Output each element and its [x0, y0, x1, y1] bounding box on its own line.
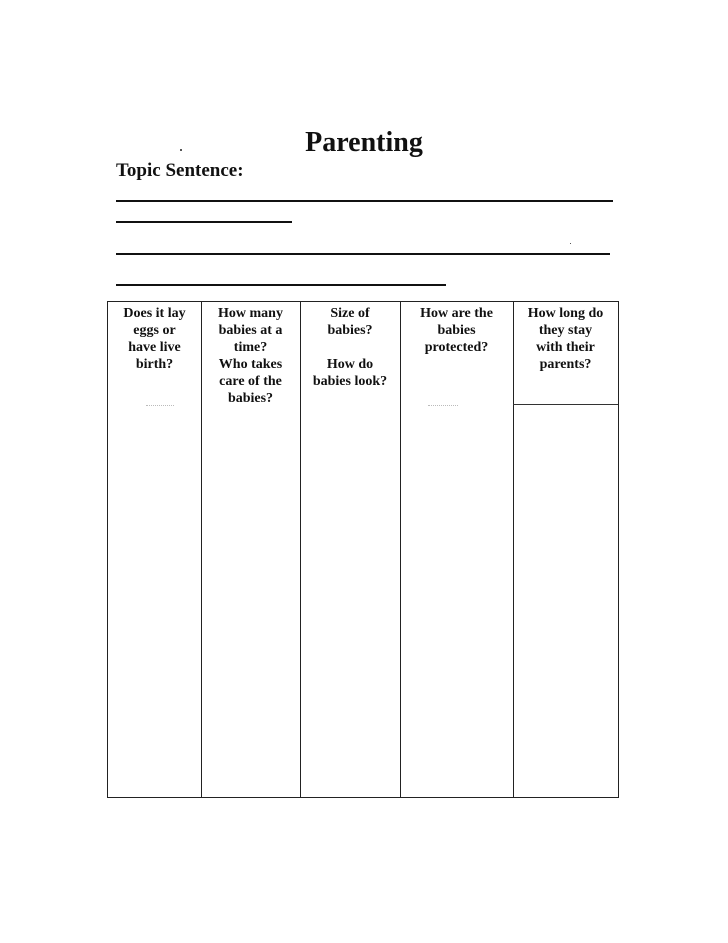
column-header-line: babies? — [327, 323, 373, 338]
column-header-line: Size of — [330, 306, 370, 321]
column-header-line: Does it lay — [123, 306, 186, 321]
topic-sentence-line[interactable] — [116, 284, 446, 286]
column-header-line: How many — [218, 306, 283, 321]
column-header-spacer — [300, 339, 400, 356]
column-header-line: How are the — [420, 306, 493, 321]
column-header-lay-eggs — [108, 305, 201, 373]
column-header-line: with their — [536, 340, 595, 355]
column-header-line: protected? — [424, 340, 489, 355]
faint-mark — [428, 405, 458, 406]
topic-sentence-label: Topic Sentence: — [116, 160, 244, 181]
topic-sentence-line[interactable] — [116, 253, 610, 255]
column-header-how-long-stay — [513, 305, 618, 373]
print-speck — [180, 149, 182, 151]
column-header-line: babies — [437, 323, 476, 338]
column-header-line: Who takes — [218, 357, 283, 372]
column-header-line: How do — [326, 357, 374, 372]
column-header-line: birth? — [135, 357, 174, 372]
column-header-line: babies look? — [312, 374, 388, 389]
column-header-line: have live — [128, 340, 181, 355]
column-header-line: babies? — [227, 391, 274, 406]
column-header-line: How long do — [527, 306, 604, 321]
column-header-line: time? — [233, 340, 268, 355]
header-row-divider — [513, 404, 618, 405]
print-speck — [570, 243, 571, 244]
column-header-line: parents? — [539, 357, 592, 372]
column-header-line: babies at a — [218, 323, 283, 338]
parenting-table — [107, 301, 619, 798]
column-header-line: they stay — [538, 323, 593, 338]
column-header-line: eggs or — [133, 323, 176, 338]
column-header-line: care of the — [219, 374, 282, 389]
faint-mark — [146, 405, 174, 406]
page-title: Parenting — [305, 127, 423, 158]
topic-sentence-line[interactable] — [116, 221, 292, 223]
column-header-protected — [400, 305, 513, 356]
column-divider — [513, 302, 514, 797]
topic-sentence-line[interactable] — [116, 200, 613, 202]
column-header-size-of-babies — [300, 305, 400, 390]
column-divider — [400, 302, 401, 797]
column-header-how-many-babies — [201, 305, 300, 407]
